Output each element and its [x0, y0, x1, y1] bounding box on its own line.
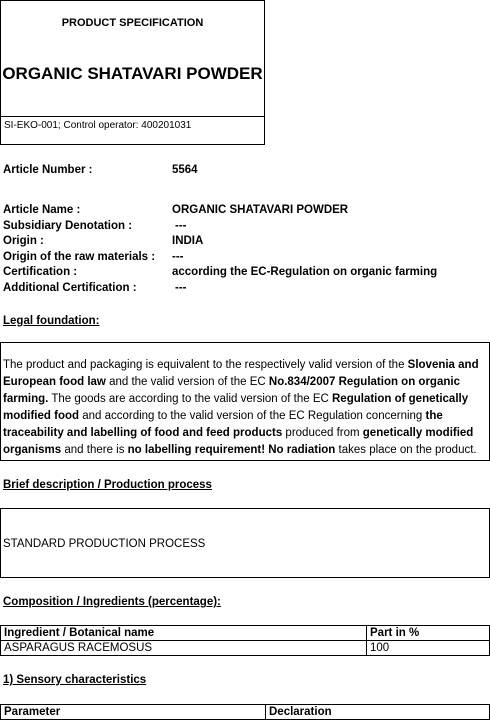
control-operator: SI-EKO-001; Control operator: 400201031 [4, 120, 192, 131]
col-part: Part in % [367, 626, 490, 641]
raw-origin-value: --- [172, 251, 184, 263]
legal-part-bold: Regulation of genetically modified food [3, 393, 469, 422]
subsidiary-value: --- [175, 220, 187, 232]
legal-part-bold: the traceability and labelling of food and feed products [3, 410, 443, 439]
composition-heading: Composition / Ingredients (percentage): [3, 596, 221, 608]
table-header-row [1, 626, 490, 641]
document-label: PRODUCT SPECIFICATION [61, 17, 204, 29]
article-name-value: ORGANIC SHATAVARI POWDER [172, 204, 349, 216]
certification-value: according the EC-Regulation on organic farming [172, 266, 438, 278]
col-ingredient: Ingredient / Botanical name [1, 626, 367, 641]
article-number-label: Article Number : [3, 164, 93, 176]
raw-origin-label: Origin of the raw materials : [3, 251, 156, 263]
product-title: ORGANIC SHATAVARI POWDER [2, 64, 263, 83]
table-header-row [1, 705, 490, 720]
legal-text [3, 357, 487, 459]
article-number-value: 5564 [172, 164, 198, 176]
col-declaration: Declaration [266, 705, 490, 720]
composition-table [0, 625, 490, 656]
additional-cert-label: Additional Certification : [3, 282, 137, 294]
cell-part: 100 [367, 641, 490, 656]
legal-part-bold: Slovenia and European food law [3, 359, 479, 388]
sensory-table [0, 704, 490, 720]
brief-heading: Brief description / Production process [3, 479, 212, 491]
col-parameter: Parameter [1, 705, 266, 720]
legal-part-bold: genetically modified organisms [3, 427, 474, 456]
table-row [1, 641, 490, 656]
legal-part-bold: no labelling requirement! No radiation [127, 444, 336, 456]
certification-label: Certification : [3, 266, 78, 278]
legal-part: and there is [61, 444, 128, 456]
subsidiary-label: Subsidiary Denotation : [3, 220, 133, 232]
legal-part: and according to the valid version of the EC Regulation concerning [79, 410, 426, 422]
origin-value: INDIA [172, 235, 204, 247]
additional-cert-value: --- [175, 282, 187, 294]
legal-part: and the valid version of the EC [105, 376, 269, 388]
sensory-heading: 1) Sensory characteristics [3, 674, 147, 686]
header-box [0, 0, 265, 145]
article-name-label: Article Name : [3, 204, 81, 216]
header-title-area [1, 1, 264, 117]
legal-part: The product and packaging is equivalent to the respectively valid version of the [3, 359, 408, 371]
legal-heading: Legal foundation: [3, 315, 100, 327]
legal-part: The goods are according to the valid version of the EC [48, 393, 332, 405]
legal-part: produced from [282, 427, 363, 439]
legal-part: takes place on the product. [335, 444, 477, 456]
legal-part-bold: No.834/2007 Regulation on organic farming. [3, 376, 460, 405]
cell-ingredient: ASPARAGUS RACEMOSUS [1, 641, 367, 656]
origin-label: Origin : [3, 235, 44, 247]
brief-text: STANDARD PRODUCTION PROCESS [3, 538, 206, 550]
